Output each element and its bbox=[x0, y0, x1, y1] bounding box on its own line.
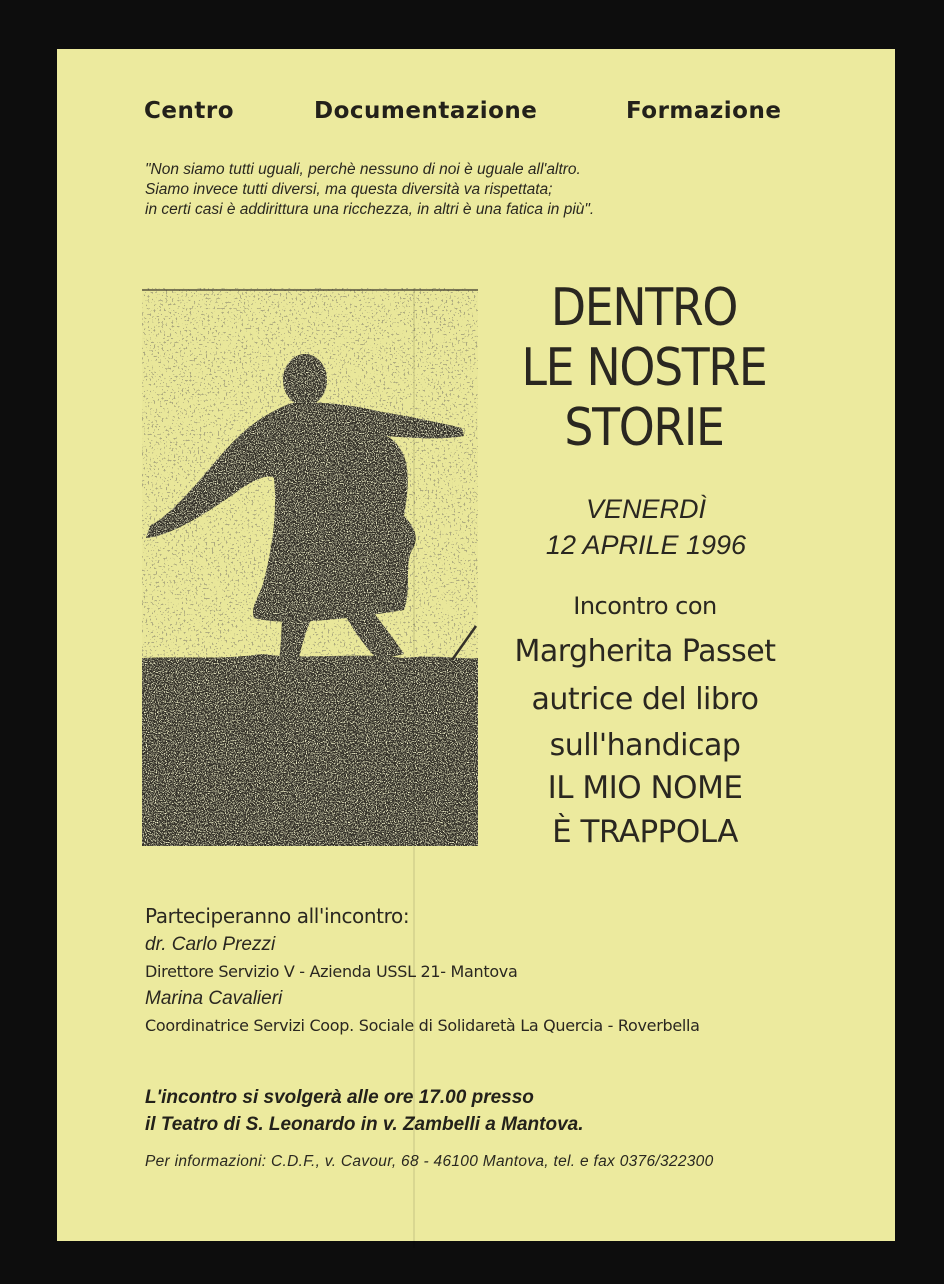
header-centro: Centro bbox=[144, 98, 234, 124]
book-title: È TRAPPOLA bbox=[552, 814, 738, 850]
dancer-photo bbox=[142, 288, 478, 846]
participant-role: Direttore Servizio V - Azienda USSL 21- Mantova bbox=[145, 962, 518, 981]
paper-fold-line bbox=[413, 288, 415, 1248]
meeting-intro: Incontro con bbox=[573, 592, 717, 620]
epigraph-quote bbox=[145, 160, 785, 220]
event-title bbox=[514, 278, 774, 458]
title-line: STORIE bbox=[564, 398, 724, 458]
header-formazione: Formazione bbox=[626, 98, 782, 124]
title-line: LE NOSTRE bbox=[521, 338, 767, 398]
participants-section bbox=[145, 904, 845, 1042]
participants-heading: Parteciperanno all'incontro: bbox=[145, 904, 410, 928]
venue-line: L'incontro si svolgerà alle ore 17.00 presso bbox=[145, 1087, 534, 1108]
speaker-name: Margherita Passet bbox=[514, 634, 776, 669]
quote-line: in certi casi è addirittura una ricchezza, in altri è una fatica in più". bbox=[145, 201, 595, 218]
quote-line: Siamo invece tutti diversi, ma questa diversità va rispettata; bbox=[145, 181, 553, 198]
speaker-role: autrice del libro bbox=[531, 682, 759, 717]
quote-line: "Non siamo tutti uguali, perchè nessuno di noi è uguale all'altro. bbox=[145, 161, 581, 178]
participant-name: dr. Carlo Prezzi bbox=[145, 934, 276, 955]
venue-info bbox=[145, 1084, 845, 1138]
header-documentazione: Documentazione bbox=[314, 98, 538, 124]
event-weekday: VENERDÌ bbox=[585, 494, 707, 524]
title-line: DENTRO bbox=[550, 278, 738, 338]
participant-role: Coordinatrice Servizi Coop. Sociale di Solidaretà La Quercia - Roverbella bbox=[145, 1016, 700, 1035]
contact-info: Per informazioni: C.D.F., v. Cavour, 68 - 46100 Mantova, tel. e fax 0376/322300 bbox=[145, 1153, 714, 1170]
speaker-role-topic: sull'handicap bbox=[549, 728, 741, 763]
book-title: IL MIO NOME bbox=[547, 770, 743, 806]
participant-name: Marina Cavalieri bbox=[145, 988, 283, 1009]
venue-line: il Teatro di S. Leonardo in v. Zambelli a Mantova. bbox=[145, 1114, 584, 1135]
event-date: 12 APRILE 1996 bbox=[545, 530, 747, 560]
